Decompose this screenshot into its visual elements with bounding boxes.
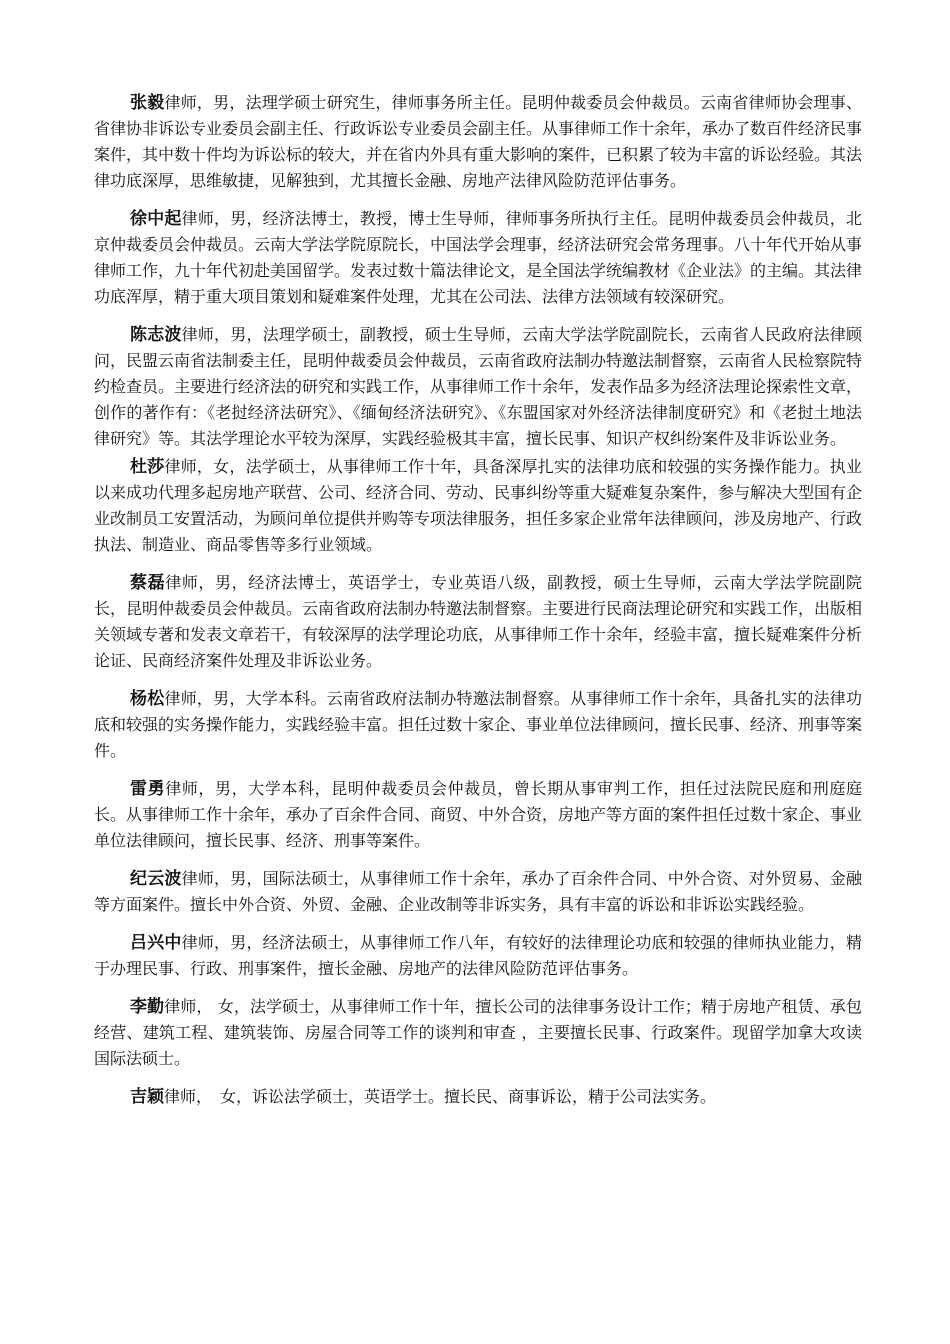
lawyer-description: 律师，女，法学硕士，从事律师工作十年，具备深厚扎实的法律功底和较强的实务操作能力。执业以来成功代理多起房地产联营、公司、经济合同、劳动、民事纠纷等重大疑难复杂案件，参与解决大型国有企业改制员工安置活动，为顾问单位提供并购等专项法律服务，担任多家企业常年法律顾问，涉及房地产、行政执法、制造业、商品零售等多行业领域。 (94, 457, 863, 554)
lawyer-bio-li-qin (94, 994, 862, 1072)
lawyer-bio-zhang-yi (94, 90, 862, 194)
lawyer-bio-xu-zhongqi (94, 206, 862, 310)
lawyer-description: 律师， 女，诉讼法学硕士，英语学士。擅长民、商事诉讼，精于公司法实务。 (164, 1087, 717, 1106)
lawyer-description: 律师，男，法理学硕士研究生，律师事务所主任。昆明仲裁委员会仲裁员。云南省律师协会理事、省律协非诉讼专业委员会副主任、行政诉讼专业委员会副主任。从事律师工作十余年，承办了数百件经济民事案件，其中数十件均为诉讼标的较大，并在省内外具有重大影响的案件，已积累了较为丰富的诉讼经验。其法律功底深厚，思维敏捷，见解独到，尤其擅长金融、房地产法律风险防范评估事务。 (94, 93, 863, 190)
lawyer-name: 陈志波 (130, 325, 182, 345)
lawyer-description: 律师，男，法理学硕士，副教授，硕士生导师，云南大学法学院副院长，云南省人民政府法律顾问，民盟云南省法制委主任，昆明仲裁委员会仲裁员，云南省政府法制办特邀法制督察，云南省人民检察院特约检查员。主要进行经济法的研究和实践工作，从事律师工作十余年，发表作品多为经济法理论探索性文章，创作的著作有：《老挝经济法研究》、《缅甸经济法研究》、《东盟国家对外经济法律制度研究》和《老挝土地法律研究》等。其法学理论水平较为深厚，实践经验极其丰富，擅长民事、知识产权纠纷案件及非诉讼业务。 (94, 325, 863, 448)
lawyer-bio-ji-yunbo (94, 866, 862, 918)
lawyer-bio-ji-ying (94, 1084, 862, 1110)
lawyer-name: 蔡磊 (130, 573, 166, 593)
lawyer-bio-lei-yong (94, 776, 862, 854)
lawyer-name: 杜莎 (130, 457, 165, 477)
lawyer-name: 雷勇 (130, 779, 166, 799)
lawyer-name: 吉颖 (130, 1087, 164, 1107)
lawyer-description: 律师，男，经济法硕士，从事律师工作八年，有较好的法律理论功底和较强的律师执业能力，精于办理民事、行政、刑事案件，擅长金融、房地产的法律风险防范评估事务。 (94, 933, 862, 978)
lawyer-description: 律师， 女，法学硕士，从事律师工作十年，擅长公司的法律事务设计工作；精于房地产租赁、承包经营、建筑工程、建筑装饰、房屋合同等工作的谈判和审查 ，主要擅长民事、行政案件。现留学加拿大攻读国际法硕士。 (94, 997, 862, 1068)
lawyer-description: 律师，男，经济法博士，英语学士，专业英语八级，副教授，硕士生导师，云南大学法学院副院长，昆明仲裁委员会仲裁员。云南省政府法制办特邀法制督察。主要进行民商法理论研究和实践工作，出版相关领域专著和发表文章若干，有较深厚的法学理论功底，从事律师工作十余年，经验丰富，擅长疑难案件分析论证、民商经济案件处理及非诉讼业务。 (94, 573, 863, 670)
lawyer-bio-lv-xingzhong (94, 930, 862, 982)
lawyer-description: 律师，男，大学本科。云南省政府法制办特邀法制督察。从事律师工作十余年，具备扎实的法律功底和较强的实务操作能力，实践经验丰富。担任过数十家企、事业单位法律顾问，擅长民事、经济、刑事等案件。 (94, 689, 863, 760)
lawyer-name: 徐中起 (130, 209, 182, 229)
lawyer-name: 李勤 (130, 997, 165, 1017)
lawyer-bio-du-sha (94, 454, 862, 558)
lawyer-bio-cai-lei (94, 570, 862, 674)
lawyer-description: 律师，男，经济法博士，教授，博士生导师，律师事务所执行主任。昆明仲裁委员会仲裁员，北京仲裁委员会仲裁员。云南大学法学院原院长，中国法学会理事，经济法研究会常务理事。八十年代开始从事律师工作，九十年代初赴美国留学。发表过数十篇法律论文，是全国法学统编教材《企业法》的主编。其法律功底浑厚，精于重大项目策划和疑难案件处理，尤其在公司法、法律方法领域有较深研究。 (94, 209, 863, 306)
lawyer-bio-yang-song (94, 686, 862, 764)
lawyer-name: 纪云波 (130, 869, 182, 889)
lawyer-bio-chen-zhibo (94, 322, 862, 452)
lawyer-description: 律师，男，国际法硕士，从事律师工作十余年，承办了百余件合同、中外合资、对外贸易、金融等方面案件。擅长中外合资、外贸、金融、企业改制等非诉实务，具有丰富的诉讼和非诉讼实践经验。 (94, 869, 862, 914)
lawyer-name: 杨松 (130, 689, 165, 709)
lawyer-name: 张毅 (130, 93, 165, 113)
lawyer-name: 吕兴中 (130, 933, 182, 953)
lawyer-description: 律师，男，大学本科，昆明仲裁委员会仲裁员，曾长期从事审判工作，担任过法院民庭和刑庭庭长。从事律师工作十余年，承办了百余件合同、商贸、中外合资，房地产等方面的案件担任过数十家企、事业单位法律顾问，擅长民事、经济、刑事等案件。 (94, 779, 863, 850)
